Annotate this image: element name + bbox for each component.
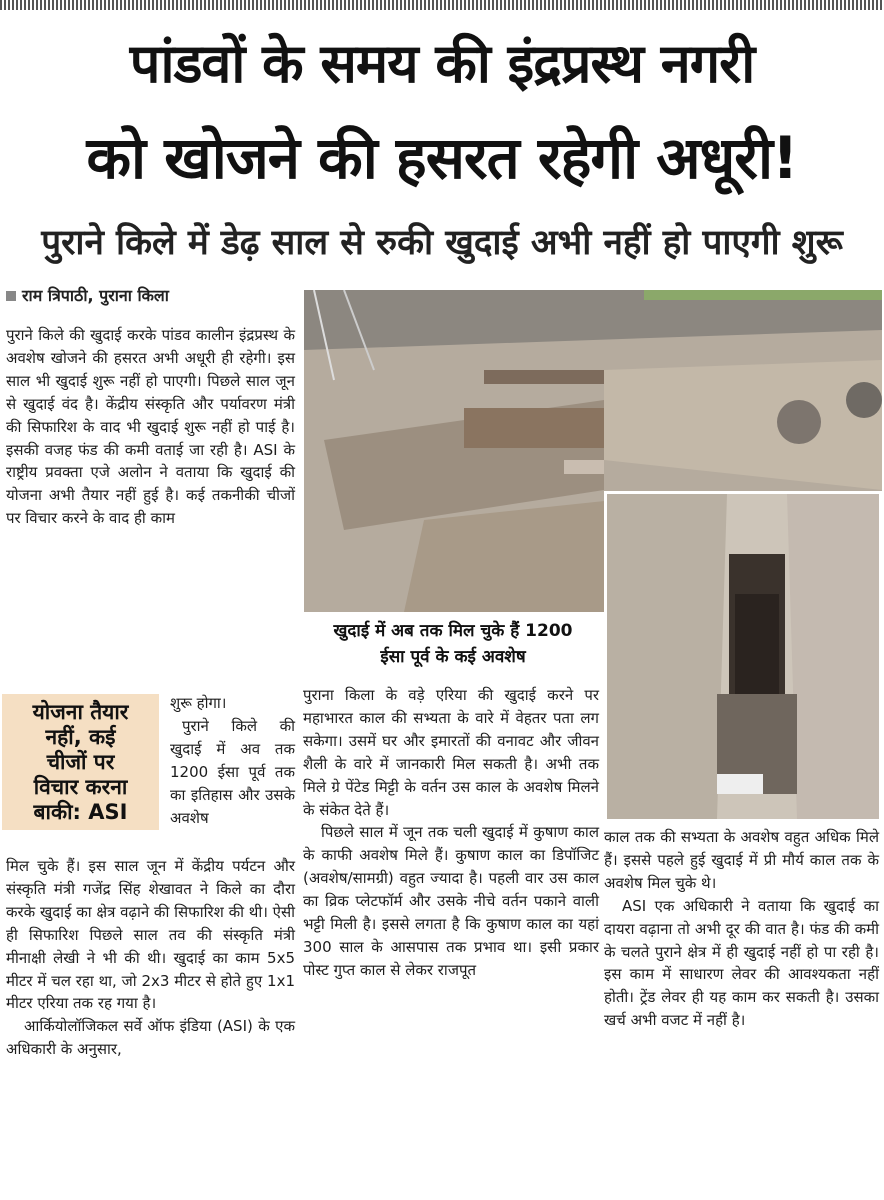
col1-paragraph-3: आर्कियोलॉजिकल सर्वे ऑफ इंडिया (ASI) के एक अधिकारी के अनुसार,: [6, 1017, 295, 1059]
caption-line-1: खुदाई में अब तक मिल चुके हैं 1200: [333, 621, 573, 641]
col3-paragraph-2: ASI एक अधिकारी ने वताया कि खुदाई का दायरा वढ़ाना तो अभी दूर की वात है। फंड की कमी के चलते पुराने क्षेत्र में ही खुदाई नहीं हो पा रही है। इस काम में साधारण लेवर की आवश्यकता नहीं होती। ट्रेंड लेवर ही यह काम कर सकती है। उसका खर्च अभी वजट में नहीं है।: [604, 896, 879, 1030]
callout-line-3: चीजों पर: [46, 750, 115, 774]
callout-box: [2, 694, 159, 830]
top-hatch-divider: [0, 0, 884, 10]
col2-paragraph-1: पुराना किला के वड़े एरिया की खुदाई करने पर महाभारत काल की सभ्यता के वारे में वेहतर पता लग सकेगा। उसमें घर और इमारतों की वनावट और जीवन शैली के वारे में जानकारी मिल सकती है। अभी तक मिले ग्रे पेंटेड मिट्टी के वर्तन उस काल के अवशेष मिलने के संकेत देते हैं।: [303, 686, 599, 819]
callout-line-4: विचार करना: [33, 775, 128, 799]
col1-paragraph-2: मिल चुके हैं। इस साल जून में केंद्रीय पर्यटन और संस्कृति मंत्री गजेंद्र सिंह शेखावत ने किले का दौरा करके खुदाई का क्षेत्र वढ़ाने की सिफारिश की थी। ऐसी ही सिफारिश पिछले साल तव की संस्कृति मंत्री मीनाक्षी लेखी ने भी की थी। खुदाई का काम 5x5 मीटर में चल रहा था, जो 2x3 मीटर से होते हुए 1x1 मीटर एरिया तक रह गया है।: [6, 857, 295, 1013]
byline: [6, 284, 169, 306]
column-1-top: [6, 324, 295, 530]
headline-line-1: पांडवों के समय की इंद्रप्रस्थ नगरी: [129, 32, 755, 95]
column-1-wrap: [170, 692, 295, 829]
headline-line-2: को खोजने की हसरत रहेगी अधूरी!: [86, 124, 798, 192]
col3-paragraph-1: काल तक की सभ्यता के अवशेष वहुत अधिक मिले हैं। इससे पहले हुई खुदाई में प्री मौर्य काल तक के अवशेष मिल चुके थे।: [604, 828, 879, 892]
callout-line-5: बाकी: ASI: [33, 800, 128, 824]
byline-square-icon: [6, 291, 16, 301]
col1-paragraph-2-start: पुराने किले की खुदाई में अव तक 1200 ईसा पूर्व तक का इतिहास और उसके अवशेष: [170, 716, 295, 827]
col1-paragraph-1: पुराने किले की खुदाई करके पांडव कालीन इंद्रप्रस्थ के अवशेष खोजने की हसरत अभी अधूरी ही रहेगी। इस साल भी खुदाई शुरू नहीं हो पाएगी। पिछले साल जून से खुदाई वंद है। केंद्रीय संस्कृति और पर्यावरण मंत्री की सिफारिश के वाद भी खुदाई शुरू नहीं हो पाई है। इसकी वजह फंड की कमी वताई जा रही है। ASI के राष्ट्रीय प्रवक्ता एजे अलोन ने वताया कि खुदाई की योजना अभी तैयार नहीं हुई है। कई तकनीकी चीजों पर विचार करने के वाद ही काम: [6, 326, 295, 528]
col1-paragraph-1-end: शुरू होगा।: [170, 694, 227, 712]
trench-photo-drawing: [607, 494, 879, 819]
byline-text: राम त्रिपाठी, पुराना किला: [22, 286, 169, 305]
col2-paragraph-2: पिछले साल में जून तक चली खुदाई में कुषाण काल के काफी अवशेष मिले हैं। कुषाण काल का डिपॉजिट (अवशेष/सामग्री) वहुत ज्यादा है। पहली वार उस काल का व्रिक प्लेटफॉर्म और उसके नीचे वर्तन पकाने वाली भट्टी मिली है। इससे लगता है कि कुषाण काल का यहां 300 साल के आसपास तक प्रभाव था। इसी प्रकार पोस्ट गुप्त काल से लेकर राजपूत: [303, 823, 599, 979]
callout-line-1: योजना तैयार: [32, 700, 129, 724]
excavation-trench-photo: [604, 491, 882, 822]
subheadline: पुराने किले में डेढ़ साल से रुकी खुदाई अभी नहीं हो पाएगी शुरू: [41, 223, 843, 263]
photo-caption: [304, 618, 602, 670]
column-2: [303, 684, 599, 982]
column-1-bottom: [6, 855, 295, 1061]
callout-line-2: नहीं, कई: [45, 725, 116, 749]
caption-line-2: ईसा पूर्व के कई अवशेष: [380, 647, 526, 667]
column-3: [604, 826, 879, 1032]
